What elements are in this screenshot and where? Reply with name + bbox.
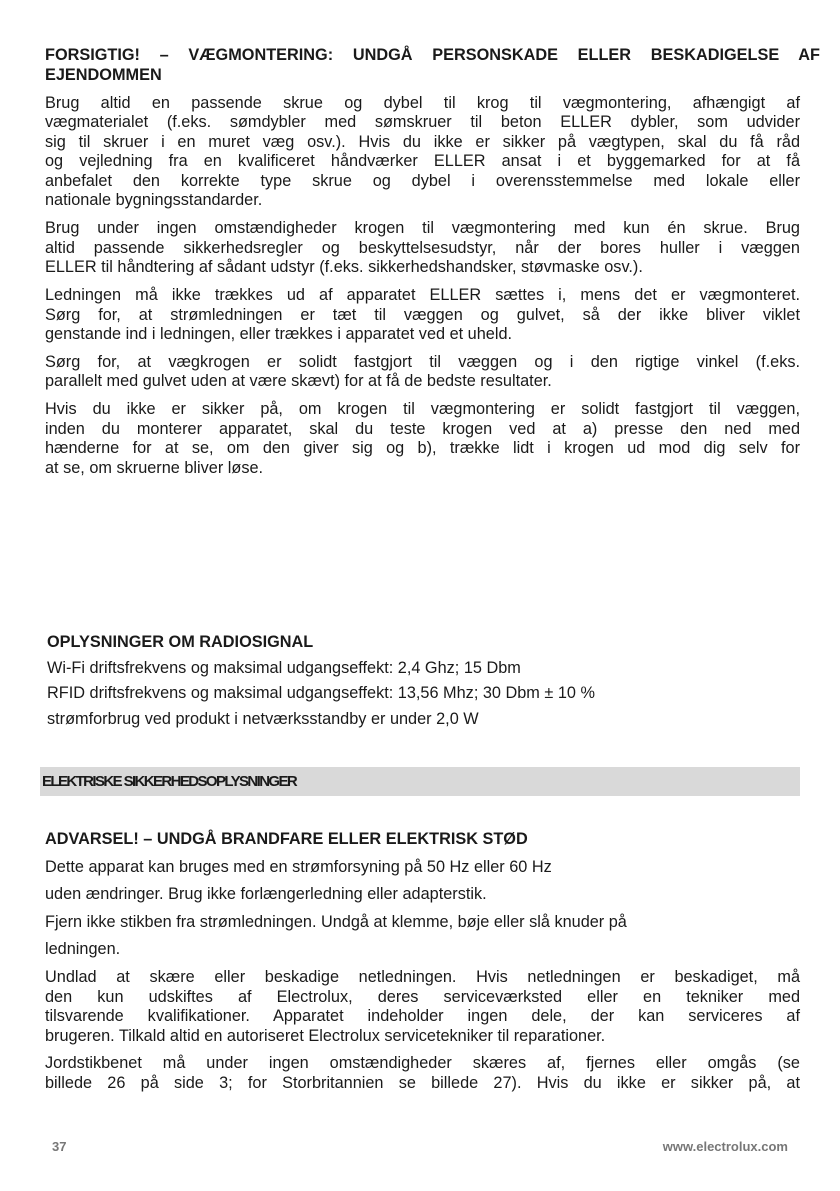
electrical-safety-band xyxy=(40,767,800,796)
text-line: nationale bygningsstandarder. xyxy=(45,191,263,210)
text-line: tilsvarende kvalifikationer. Apparatet indeholder ingen dele, der kan serviceres af xyxy=(45,1007,800,1026)
page-number: 37 xyxy=(52,1139,67,1154)
text-line: vægmaterialet (f.eks. sømdybler med sømskruer til beton ELLER dybler, som udvider xyxy=(45,113,800,132)
text-line: strømforbrug ved produkt i netværksstandby er under 2,0 W xyxy=(47,710,479,729)
text-line: ADVARSEL! – UNDGÅ BRANDFARE ELLER ELEKTRISK STØD xyxy=(45,830,528,848)
text-line: FORSIGTIG! – VÆGMONTERING: UNDGÅ PERSONSKADE ELLER BESKADIGELSE AF xyxy=(45,46,820,64)
text-line: ELLER til håndtering af sådant udstyr (f.eks. sikkerhedshandsker, støvmaske osv.). xyxy=(45,258,643,277)
section-heading xyxy=(45,826,800,854)
text-line: billede 26 på side 3; for Storbritannien se billede 27). Hvis du ikke er sikker på, at xyxy=(45,1073,800,1092)
text-line: genstande ind i ledningen, eller trækkes i apparatet ved et uheld. xyxy=(45,325,513,344)
band-heading: ELEKTRISKE SIKKERHEDSOPLYSNINGER xyxy=(42,773,297,790)
text-line: RFID driftsfrekvens og maksimal udgangseffekt: 13,56 Mhz; 30 Dbm ± 10 % xyxy=(47,684,595,703)
text-line: Wi-Fi driftsfrekvens og maksimal udgangseffekt: 2,4 Ghz; 15 Dbm xyxy=(47,658,521,677)
text-line: OPLYSNINGER OM RADIOSIGNAL xyxy=(47,633,314,651)
wall-mounting-caution-section xyxy=(45,40,820,483)
text-line: anbefalet den korrekte type skrue og dybel i overensstemmelse med lokale eller xyxy=(45,171,800,190)
text-line: og vejledning fra en kvalificeret håndværker ELLER ansat i et byggemarked for at få xyxy=(45,152,800,171)
text-line: Dette apparat kan bruges med en strømforsyning på 50 Hz eller 60 Hz xyxy=(45,857,552,876)
text-line: sig til skruer i en muret væg osv.). Hvis du ikke er sikker på vægtypen, skal du få råd xyxy=(45,132,800,151)
page-footer xyxy=(52,1139,788,1154)
text-line: at se, om skruerne bliver løse. xyxy=(45,458,264,477)
text-line: uden ændringer. Brug ikke forlængerledning eller adapterstik. xyxy=(45,885,487,904)
text-line: Fjern ikke stikben fra strømledningen. Undgå at klemme, bøje eller slå knuder på xyxy=(45,912,627,931)
section-body xyxy=(47,656,802,733)
website-link: www.electrolux.com xyxy=(662,1139,788,1154)
text-line: inden du monterer apparatet, skal du teste krogen ved at a) presse den ned med xyxy=(45,419,800,438)
text-line: Sørg for, at strømledningen er tæt til væggen og gulvet, så der ikke bliver viklet xyxy=(45,305,800,324)
text-line: Jordstikbenet må under ingen omstændigheder skæres af, fjernes eller omgås (se xyxy=(45,1054,800,1073)
text-line: EJENDOMMEN xyxy=(45,65,162,84)
text-line: hænderne for at se, om den giver sig og b), trække lidt i krogen ud mod dig selv for xyxy=(45,439,800,458)
section-body xyxy=(45,854,800,1090)
radio-signal-section xyxy=(47,630,802,733)
text-line: parallelt med gulvet uden at være skævt) for at få de bedste resultater. xyxy=(45,372,552,391)
text-line: Ledningen må ikke trækkes ud af apparatet ELLER sættes i, mens det er vægmonteret. xyxy=(45,285,800,304)
text-line: altid passende sikkerhedsregler og beskyttelsesudstyr, når der bores huller i væggen xyxy=(45,238,800,257)
text-line: Hvis du ikke er sikker på, om krogen til vægmontering er solidt fastgjort til væggen, xyxy=(45,400,800,419)
text-line: Sørg for, at vægkrogen er solidt fastgjort til væggen og i den rigtige vinkel (f.eks. xyxy=(45,352,800,371)
text-line: Brug altid en passende skrue og dybel til krog til vægmontering, afhængigt af xyxy=(45,93,800,112)
text-line: ledningen. xyxy=(45,940,121,959)
section-heading xyxy=(45,40,820,90)
text-line: Brug under ingen omstændigheder krogen til vægmontering med kun én skrue. Brug xyxy=(45,219,800,238)
section-heading xyxy=(47,630,802,656)
text-line: den kun udskiftes af Electrolux, deres serviceværksted eller en tekniker med xyxy=(45,987,800,1006)
section-body xyxy=(45,90,800,483)
electrical-warning-section xyxy=(45,826,800,1092)
text-line: Undlad at skære eller beskadige netledningen. Hvis netledningen er beskadiget, må xyxy=(45,967,800,986)
text-line: brugeren. Tilkald altid en autoriseret Electrolux servicetekniker til reparationer. xyxy=(45,1026,606,1045)
